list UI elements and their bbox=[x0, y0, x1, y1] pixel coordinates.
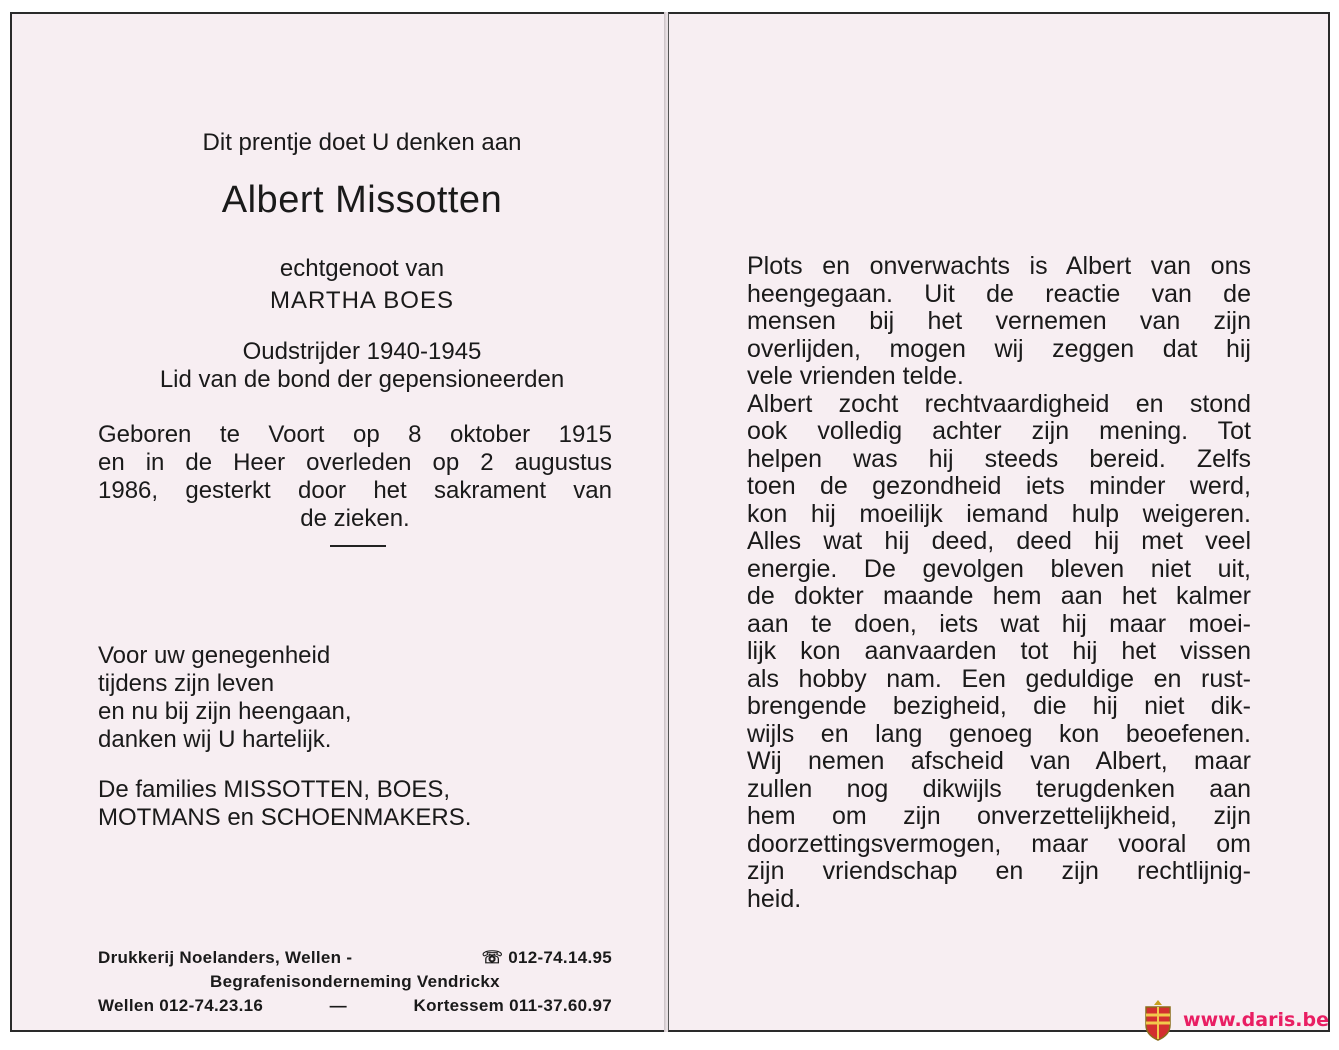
bio-line: de zieken. bbox=[300, 505, 410, 532]
thanks-line: en nu bij zijn heengaan, bbox=[98, 698, 352, 725]
card-left-panel bbox=[10, 12, 666, 1032]
watermark bbox=[1143, 998, 1329, 1042]
families-line: MOTMANS en SCHOENMAKERS. bbox=[98, 804, 472, 831]
remembrance-line: helpen was hij steeds bereid. Zelfs bbox=[747, 444, 1251, 473]
intro-text: Dit prentje doet U denken aan bbox=[202, 129, 522, 156]
printer-name: Drukkerij Noelanders, Wellen - bbox=[98, 948, 353, 967]
card-right-panel bbox=[668, 12, 1330, 1032]
spouse-label: echtgenoot van bbox=[279, 255, 445, 282]
veteran-text: Oudstrijder 1940-1945 bbox=[242, 338, 482, 365]
remembrance-line: lijk kon aanvaarden tot hij het vissen bbox=[747, 637, 1251, 665]
telephone-icon: ☏ bbox=[481, 948, 504, 967]
families-line: De families MISSOTTEN, BOES, bbox=[98, 776, 451, 803]
printer-phone: 012-74.14.95 bbox=[508, 948, 612, 967]
remembrance-line: Plots en onverwachts is Albert van ons bbox=[747, 252, 1251, 280]
thanks-line: Voor uw genegenheid bbox=[98, 642, 331, 669]
remembrance-line: energie. De gevolgen bleven niet uit, bbox=[747, 554, 1251, 583]
kortessem-phone: Kortessem 011-37.60.97 bbox=[413, 996, 612, 1015]
remembrance-line: zijn vriendschap en zijn rechtlijnig- bbox=[747, 857, 1251, 885]
remembrance-line: vele vrienden telde. bbox=[747, 362, 964, 390]
bio-line: en in de Heer overleden op 2 augustus bbox=[98, 449, 612, 476]
remembrance-line: doorzettingsvermogen, maar vooral om bbox=[747, 829, 1251, 858]
footer-printer-row bbox=[98, 948, 612, 968]
thanks-line: tijdens zijn leven bbox=[98, 670, 275, 697]
remembrance-line: Wij nemen afscheid van Albert, maar bbox=[747, 747, 1251, 775]
remembrance-line: Alles wat hij deed, deed hij met veel bbox=[747, 527, 1251, 555]
remembrance-line: zullen nog dikwijls terugdenken aan bbox=[747, 774, 1251, 803]
deceased-name: Albert Missotten bbox=[221, 179, 503, 221]
remembrance-line: ook volledig achter zijn mening. Tot bbox=[747, 417, 1251, 445]
spouse-name: MARTHA BOES bbox=[270, 287, 454, 314]
remembrance-line: wijls en lang genoeg kon beoefenen. bbox=[747, 719, 1251, 748]
membership-text: Lid van de bond der gepensioneerden bbox=[159, 366, 565, 393]
watermark-text: www.daris.be bbox=[1183, 1009, 1329, 1031]
remembrance-line: overlijden, mogen wij zeggen dat hij bbox=[747, 334, 1251, 363]
printer-phone-group bbox=[482, 948, 612, 968]
footer-phones-row bbox=[98, 996, 612, 1016]
remembrance-line: als hobby nam. Een geduldige en rust- bbox=[747, 664, 1251, 693]
remembrance-line: aan te doen, iets wat hij maar moei- bbox=[747, 609, 1251, 638]
remembrance-line: mensen bij het vernemen van zijn bbox=[747, 307, 1251, 335]
crest-icon bbox=[1143, 999, 1173, 1041]
remembrance-line: de dokter maande hem aan het kalmer bbox=[747, 582, 1251, 610]
remembrance-line: heid. bbox=[747, 884, 802, 913]
remembrance-line: brengende bezigheid, die hij niet dik- bbox=[747, 692, 1251, 720]
wellen-phone: Wellen 012-74.23.16 bbox=[98, 996, 264, 1015]
bio-line: Geboren te Voort op 8 oktober 1915 bbox=[98, 421, 612, 448]
remembrance-line: Albert zocht rechtvaardigheid en stond bbox=[747, 389, 1251, 418]
footer-dash: — bbox=[329, 996, 347, 1015]
remembrance-line: heengegaan. Uit de reactie van de bbox=[747, 279, 1251, 308]
bio-line: 1986, gesterkt door het sakrament van bbox=[98, 477, 612, 504]
divider bbox=[330, 545, 386, 547]
remembrance-line: toen de gezondheid iets minder werd, bbox=[747, 472, 1251, 500]
remembrance-line: kon hij moeilijk iemand hulp weigeren. bbox=[747, 499, 1251, 528]
thanks-line: danken wij U hartelijk. bbox=[98, 726, 332, 753]
remembrance-line: hem om zijn onverzettelijkheid, zijn bbox=[747, 802, 1251, 830]
undertaker-name: Begrafenisonderneming Vendrickx bbox=[210, 972, 500, 991]
